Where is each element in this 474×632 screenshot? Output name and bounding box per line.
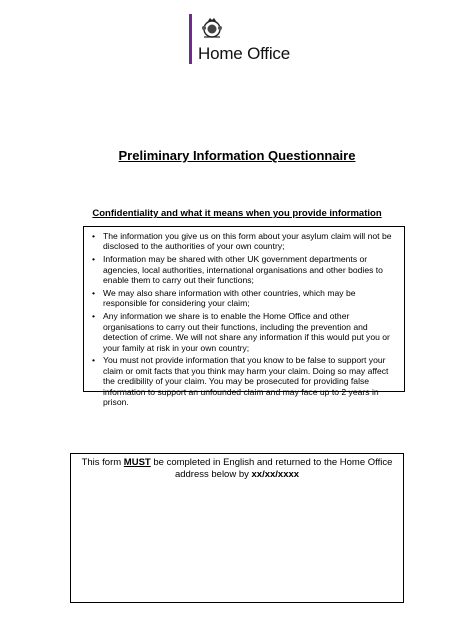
list-item: • Information may be shared with other UK government departments or agencies, local authorities, international organisations and other bodies to enable them to carry out their functions; [90, 254, 398, 285]
notice-text: be completed in English and returned to the Home Office address below by [150, 457, 393, 480]
logo-text: Home Office [198, 44, 290, 63]
return-notice-box [70, 453, 404, 603]
notice-emphasis: MUST [123, 457, 151, 468]
confidentiality-box [83, 226, 405, 408]
logo-divider-bar [189, 14, 192, 64]
royal-crest-icon [201, 16, 223, 40]
confidentiality-list [90, 231, 398, 408]
list-item: • We may also share information with other countries, which may be responsible for considering your claim; [90, 288, 398, 309]
page-title: Preliminary Information Questionnaire [118, 148, 356, 163]
list-item: • You must not provide information that you know to be false to support your claim or omit facts that you think may harm your claim. Doing so may affect the credibility of your claim. You may be prosecuted for providing false information to support an unfounded claim and may face up to 2 years in prison. [90, 355, 398, 407]
notice-text: This form [81, 457, 124, 468]
notice-date: xx/xx/xxxx [251, 468, 300, 480]
list-item: • The information you give us on this form about your asylum claim will not be disclosed to the authorities of your own country; [90, 231, 398, 252]
section-heading: Confidentiality and what it means when you provide information [92, 208, 382, 219]
list-item: • Any information we share is to enable the Home Office and other organisations to carry out their functions, including the prevention and detection of crime. We will not share any information if this would put you or your family at risk in your own country; [90, 311, 398, 353]
